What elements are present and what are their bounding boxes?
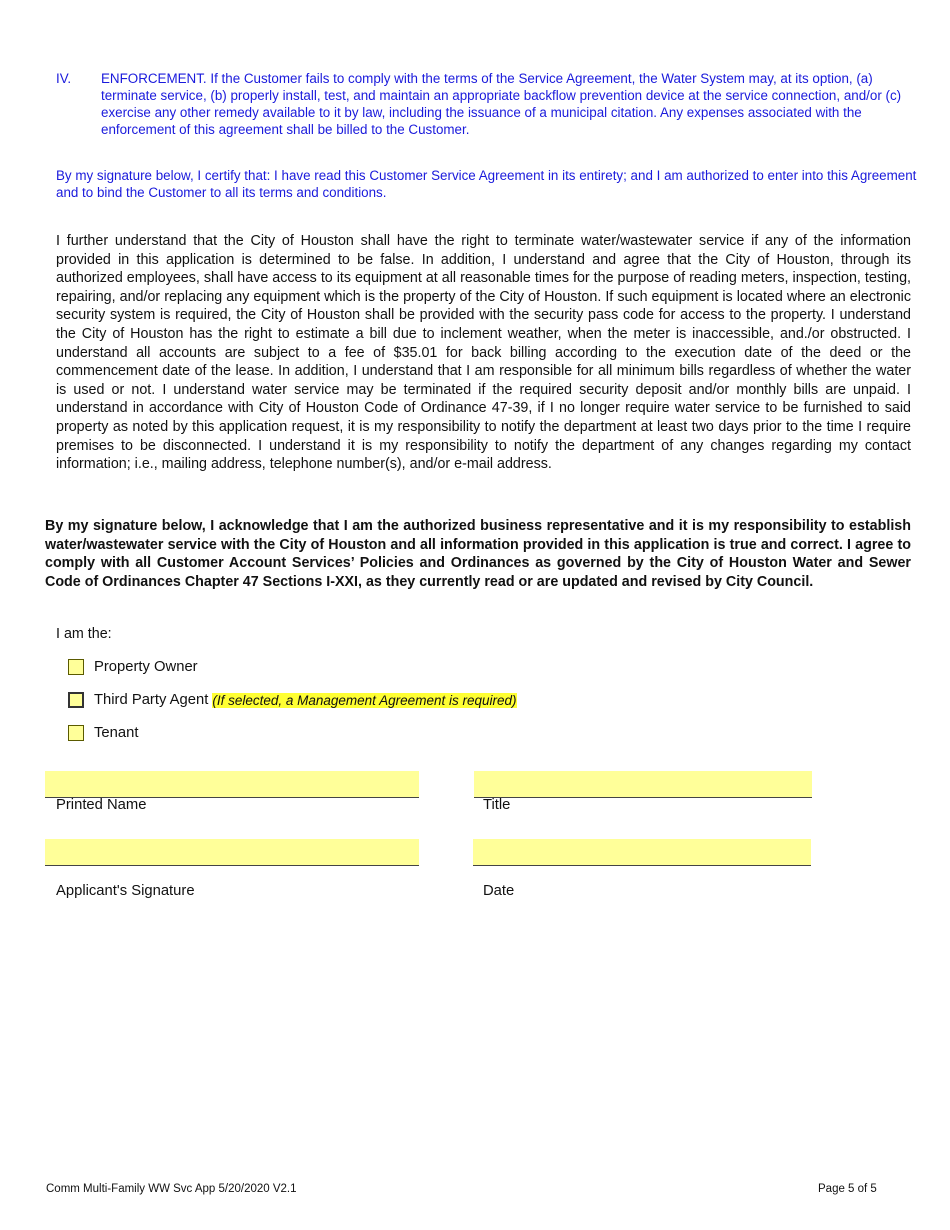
management-agreement-note: (If selected, a Management Agreement is required) <box>212 692 517 708</box>
title-label: Title <box>483 797 511 813</box>
tenant-label: Tenant <box>94 725 139 741</box>
tenant-checkbox[interactable] <box>68 725 84 741</box>
printed-name-field[interactable] <box>45 771 419 798</box>
printed-name-label: Printed Name <box>56 797 147 813</box>
third-party-agent-label: Third Party Agent <box>94 692 209 708</box>
title-field[interactable] <box>474 771 812 798</box>
role-option-tenant <box>68 723 138 743</box>
enforcement-text: ENFORCEMENT. If the Customer fails to comply with the terms of the Service Agreement, the Water System may, at its option, (a) terminate service, (b) properly install, test, and maintain an appropriate backflow prevention device at the service connection, and/or (c) exercise any other remedy available to it by law, including the issuance of a municipal citation. Any expenses associated with the enforcement of this agreement shall be billed to the Customer. <box>101 71 902 137</box>
date-field[interactable] <box>473 839 811 866</box>
enforcement-section <box>56 70 918 138</box>
certify-statement: By my signature below, I certify that: I have read this Customer Service Agreement in its entirety; and I am authorized to enter into this Agreement and to bind the Customer to all its terms and conditions. <box>56 168 917 200</box>
third-party-agent-checkbox[interactable] <box>68 692 84 708</box>
management-agreement-note-text: If selected, a Management Agreement is required <box>216 692 512 708</box>
signature-label: Applicant's Signature <box>56 883 195 899</box>
property-owner-label: Property Owner <box>94 659 198 675</box>
role-prompt: I am the: <box>56 626 112 642</box>
section-number: IV. <box>56 71 72 86</box>
understanding-paragraph: I further understand that the City of Houston shall have the right to terminate water/wastewater service if any of the information provided in this application is determined to be false. In addition, I understand and agree that the City of Houston, through its authorized employees, shall have access to its equipment at all reasonable times for the purpose of reading meters, inspection, testing, repairing, and/or replacing any equipment which is the property of the City of Houston. If such equipment is located where an electronic security system is required, the City of Houston shall be provided with the security pass code for access to the property. I understand the City of Houston has the right to estimate a bill due to inclement weather, when the meter is inaccessible, and./or obstructed. I understand all accounts are subject to a fee of $35.01 for back billing according to the execution date of the deed or the commencement date of the lease. In addition, I understand that I am responsible for all minimum bills regardless of whether the water is used or not. I understand water service may be terminated if the required security deposit and/or monthly bills are unpaid. I understand in accordance with City of Houston Code of Ordinance 47-39, if I no longer require water service to be furnished to said property as noted by this application request, it is my responsibility to notify the department at least two days prior to the time I require premises to be disconnected. I understand it is my responsibility to notify the department of any changes regarding my contact information; i.e., mailing address, telephone number(s), and/or e-mail address. <box>56 233 911 473</box>
form-identifier: Comm Multi-Family WW Svc App 5/20/2020 V2.1 <box>46 1183 297 1195</box>
acknowledgement-paragraph: By my signature below, I acknowledge that I am the authorized business representative and it is my responsibility to establish water/wastewater service with the City of Houston and all information provided in this application is true and correct. I agree to comply with all Customer Account Services’ Policies and Ordinances as governed by the City of Houston Water and Sewer Code of Ordinances Chapter 47 Sections I-XXI, as they currently read or are updated and revised by City Council. <box>45 518 911 590</box>
property-owner-checkbox[interactable] <box>68 659 84 675</box>
role-option-owner <box>68 657 198 677</box>
date-label: Date <box>483 883 515 899</box>
page-number: Page 5 of 5 <box>818 1183 877 1195</box>
signature-field[interactable] <box>45 839 419 866</box>
role-option-agent <box>68 690 517 710</box>
